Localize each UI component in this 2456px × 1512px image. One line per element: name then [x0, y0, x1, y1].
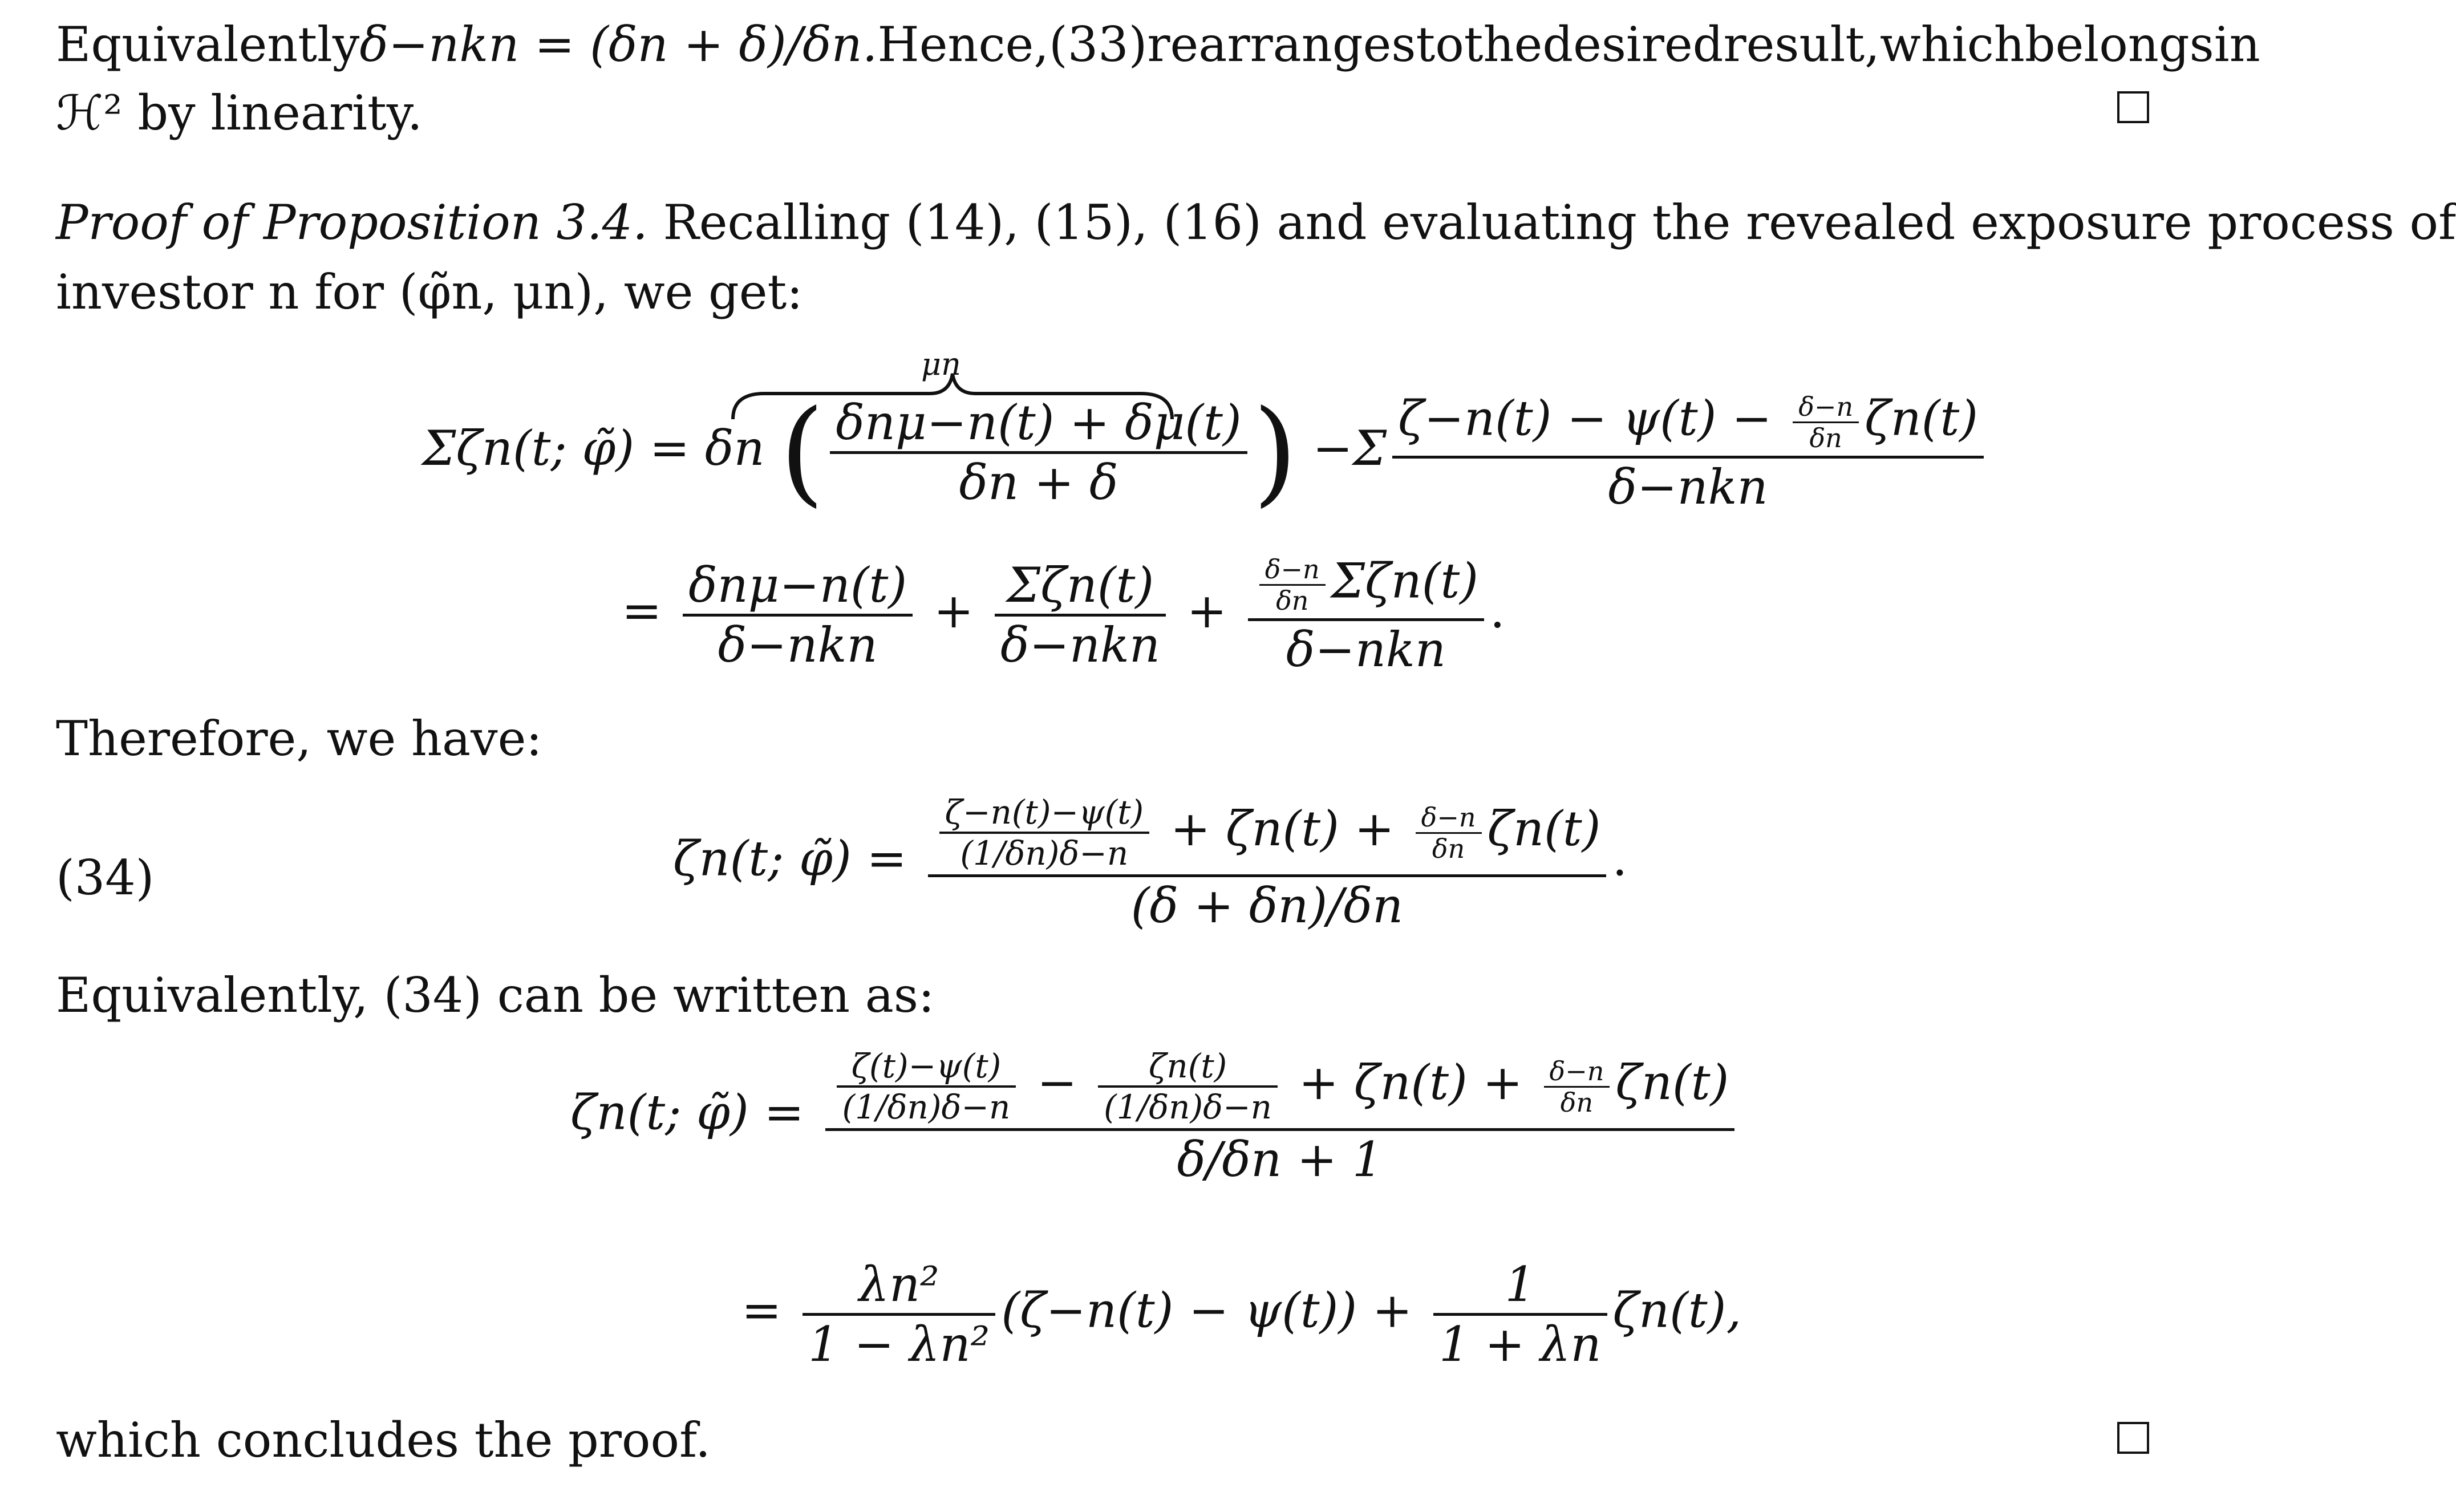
- eq1-minus-sigma: −Σ: [1312, 420, 1387, 476]
- eq35-denominator: δ/δn + 1: [1177, 1132, 1383, 1187]
- fraction-bar: [928, 874, 1607, 877]
- numerator: δnμ−n(t): [688, 557, 907, 613]
- word: belongs: [2024, 17, 2214, 72]
- eq34-small-fraction: [1416, 801, 1482, 864]
- qed-box: [2117, 1422, 2149, 1454]
- word: which: [1879, 17, 2025, 72]
- fraction-bar: [825, 1128, 1735, 1131]
- eq1-inner-numerator: δnμ−n(t) + δμ(t): [836, 394, 1242, 451]
- numerator: [1248, 553, 1484, 616]
- eq1-small-fraction: [1793, 391, 1859, 453]
- word: result,: [1723, 17, 1880, 72]
- fraction-bar: [683, 614, 913, 617]
- eq35-numerator-end: ζn(t): [1615, 1055, 1729, 1110]
- eq35-numerator: [825, 1049, 1735, 1124]
- eq34-numerator-end: ζn(t): [1487, 801, 1601, 857]
- inner-denominator: (1/δn)δ−n: [960, 834, 1129, 873]
- fraction-bar: [1248, 618, 1484, 621]
- proof-heading: Proof of Proposition 3.4.: [56, 194, 648, 250]
- right-paren: ): [1253, 386, 1298, 518]
- small-numerator: δ−n: [1421, 801, 1476, 833]
- eq2-term-2: [995, 557, 1166, 673]
- eq35-lhs: ζn(t; φ̃) =: [570, 1084, 804, 1141]
- word: in: [2214, 17, 2260, 72]
- left-paren: (: [780, 386, 825, 518]
- eq34-main-fraction: [928, 793, 1607, 934]
- paragraph-1-line-2: ℋ² by linearity.: [56, 85, 423, 141]
- equation-34: [673, 793, 1628, 934]
- numerator: ζn(t): [1148, 1047, 1227, 1085]
- minus: −: [1037, 1055, 1077, 1110]
- eq1-right-num-b: ζn(t): [1865, 390, 1979, 447]
- small-denominator: δn: [1560, 1087, 1594, 1118]
- paragraph-1-line-1: [56, 16, 2260, 74]
- word: Equivalently: [56, 17, 360, 72]
- eq34-lhs: ζn(t; φ̃) =: [673, 830, 907, 887]
- eq34-inner-fraction: [939, 793, 1150, 873]
- denominator: δ−nkn: [1000, 617, 1160, 673]
- period: .: [1490, 583, 1505, 639]
- eq2-term-1: [683, 557, 913, 673]
- eq2-equals: =: [622, 583, 662, 639]
- eq36-middle: (ζ−n(t) − ψ(t)) +: [1001, 1282, 1413, 1339]
- overbrace-label: μn: [921, 346, 961, 382]
- plus: +: [933, 583, 974, 639]
- eq35-small-fraction: [1544, 1055, 1610, 1118]
- eq34-numerator: [928, 793, 1607, 873]
- plus: +: [1186, 583, 1227, 639]
- word: desired: [1542, 17, 1724, 72]
- eq35-fraction-a: [837, 1049, 1016, 1124]
- equation-1: [422, 386, 1989, 518]
- fraction-bar: [1392, 456, 1984, 459]
- small-denominator: δn: [1276, 585, 1309, 616]
- eq35-numerator-middle: + ζn(t) +: [1298, 1055, 1523, 1110]
- small-numerator: δ−n: [1265, 554, 1320, 585]
- fraction-bar: [803, 1313, 995, 1316]
- eq36-fraction-1: [803, 1256, 995, 1372]
- equation-35: [570, 1047, 1740, 1187]
- eq2-term-3: [1248, 553, 1484, 678]
- eq1-inner-fraction: [830, 394, 1247, 510]
- fraction-bar: [995, 614, 1166, 617]
- therefore-line: Therefore, we have:: [56, 711, 542, 767]
- small-numerator: δ−n: [1549, 1055, 1604, 1087]
- small-fraction: [1259, 556, 1326, 614]
- fraction-bar: [1433, 1313, 1607, 1316]
- period: .: [1612, 830, 1628, 887]
- numerator: 1: [1505, 1256, 1535, 1312]
- eq36-end: ζn(t),: [1612, 1282, 1742, 1339]
- eq1-right-num-a: ζ−n(t) − ψ(t) −: [1398, 390, 1772, 447]
- proof-line-1-text: Recalling (14), (15), (16) and evaluating the revealed exposure process of: [663, 194, 2456, 250]
- denominator: δ−nkn: [1286, 622, 1446, 678]
- small-denominator: δn: [1809, 423, 1842, 453]
- proof-line-2: investor n for (φ̃n, μn), we get:: [56, 264, 803, 320]
- numerator: ζ(t)−ψ(t): [851, 1047, 1002, 1085]
- denominator: (1/δn)δ−n: [842, 1088, 1011, 1126]
- eq1-inner-denominator: δn + δ: [959, 454, 1118, 510]
- word: rearranges: [1147, 17, 1416, 72]
- numerator: λn²: [858, 1256, 939, 1312]
- eq36-equals: =: [741, 1282, 782, 1339]
- inner-numerator: ζ−n(t)−ψ(t): [945, 793, 1144, 832]
- fraction-bar: [830, 451, 1247, 454]
- denominator: 1 − λn²: [808, 1316, 990, 1372]
- small-denominator: δn: [1432, 833, 1465, 864]
- eq34-denominator: (δ + δn)/δn: [1130, 878, 1404, 934]
- inline-math: δ−nkn = (δn + δ)/δn.: [359, 17, 878, 72]
- word: Hence,: [877, 17, 1049, 72]
- eq36-fraction-2: [1433, 1256, 1607, 1372]
- eq1-lhs: Σζn(t; φ̃) = δn: [422, 420, 765, 476]
- equivalently-line: Equivalently, (34) can be written as:: [56, 967, 935, 1023]
- denominator: 1 + λn: [1438, 1316, 1602, 1372]
- word: to: [1416, 17, 1464, 72]
- denominator: (1/δn)δ−n: [1104, 1088, 1272, 1126]
- word: the: [1464, 17, 1543, 72]
- eq34-numerator-middle: + ζn(t) +: [1170, 801, 1395, 857]
- eq1-right-numerator: [1392, 390, 1984, 453]
- equation-36: [741, 1256, 1742, 1372]
- word: (33): [1048, 17, 1148, 72]
- numerator: Σζn(t): [1006, 557, 1154, 613]
- eq35-main-fraction: [825, 1047, 1735, 1187]
- eq35-fraction-b: [1098, 1049, 1278, 1124]
- equation-2: [622, 553, 1505, 678]
- numerator-rest: Σζn(t): [1331, 553, 1478, 609]
- equation-number-34: (34): [56, 850, 155, 906]
- eq1-right-denominator: δ−nkn: [1608, 459, 1768, 515]
- small-numerator: δ−n: [1798, 391, 1854, 422]
- eq1-right-fraction: [1392, 390, 1984, 515]
- conclusion-line: which concludes the proof.: [56, 1412, 711, 1468]
- qed-box: [2117, 91, 2149, 123]
- proof-line-1: [56, 194, 2456, 252]
- denominator: δ−nkn: [718, 617, 878, 673]
